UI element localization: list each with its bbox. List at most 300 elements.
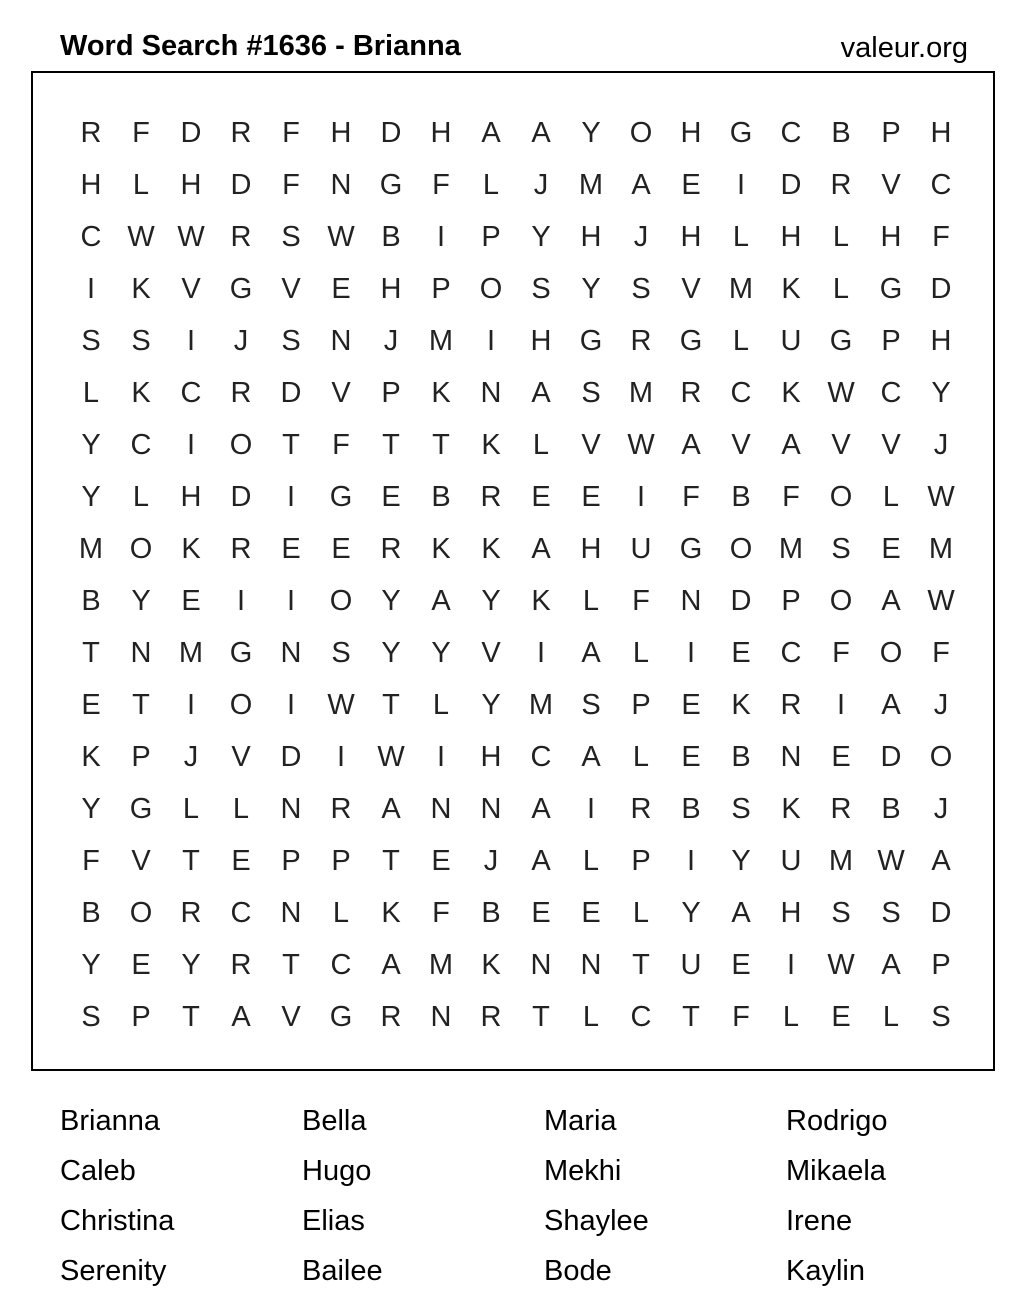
grid-cell[interactable]: L: [482, 169, 500, 201]
grid-cell[interactable]: V: [581, 429, 601, 461]
grid-cell[interactable]: E: [731, 949, 751, 981]
grid-cell[interactable]: R: [230, 377, 252, 409]
grid-cell[interactable]: L: [882, 481, 900, 513]
grid-cell[interactable]: J: [183, 741, 199, 773]
grid-cell[interactable]: S: [281, 325, 301, 357]
grid-cell[interactable]: U: [780, 845, 802, 877]
grid-cell[interactable]: I: [586, 793, 596, 825]
grid-cell[interactable]: A: [931, 845, 951, 877]
grid-cell[interactable]: O: [329, 585, 353, 617]
grid-cell[interactable]: G: [379, 169, 403, 201]
grid-cell[interactable]: D: [930, 273, 952, 305]
grid-cell[interactable]: A: [531, 533, 551, 565]
grid-cell[interactable]: A: [531, 845, 551, 877]
grid-cell[interactable]: R: [630, 325, 652, 357]
grid-cell[interactable]: K: [481, 949, 501, 981]
grid-cell[interactable]: P: [381, 377, 401, 409]
grid-cell[interactable]: N: [530, 949, 552, 981]
grid-cell[interactable]: S: [581, 689, 601, 721]
grid-cell[interactable]: L: [332, 897, 350, 929]
grid-cell[interactable]: S: [831, 897, 851, 929]
grid-cell[interactable]: Y: [681, 897, 701, 929]
grid-cell[interactable]: T: [382, 429, 400, 461]
grid-cell[interactable]: W: [327, 221, 355, 253]
grid-cell[interactable]: I: [736, 169, 746, 201]
grid-cell[interactable]: G: [229, 273, 253, 305]
grid-cell[interactable]: W: [827, 377, 855, 409]
grid-cell[interactable]: I: [186, 689, 196, 721]
grid-cell[interactable]: M: [628, 377, 654, 409]
grid-cell[interactable]: E: [231, 845, 251, 877]
grid-cell[interactable]: P: [781, 585, 801, 617]
grid-cell[interactable]: T: [432, 429, 450, 461]
grid-cell[interactable]: K: [431, 377, 451, 409]
grid-cell[interactable]: C: [230, 897, 252, 929]
grid-cell[interactable]: S: [581, 377, 601, 409]
grid-cell[interactable]: L: [832, 273, 850, 305]
grid-cell[interactable]: H: [680, 117, 702, 149]
grid-cell[interactable]: O: [229, 689, 253, 721]
grid-cell[interactable]: W: [177, 221, 205, 253]
grid-cell[interactable]: V: [731, 429, 751, 461]
grid-cell[interactable]: O: [829, 585, 853, 617]
grid-cell[interactable]: A: [581, 637, 601, 669]
grid-cell[interactable]: L: [582, 1001, 600, 1033]
grid-cell[interactable]: G: [679, 533, 703, 565]
grid-cell[interactable]: T: [82, 637, 100, 669]
grid-cell[interactable]: E: [431, 845, 451, 877]
grid-cell[interactable]: R: [330, 793, 352, 825]
grid-cell[interactable]: C: [780, 117, 802, 149]
grid-cell[interactable]: L: [882, 1001, 900, 1033]
grid-cell[interactable]: B: [731, 481, 751, 513]
grid-cell[interactable]: I: [336, 741, 346, 773]
grid-cell[interactable]: P: [131, 1001, 151, 1033]
grid-cell[interactable]: I: [636, 481, 646, 513]
grid-cell[interactable]: E: [381, 481, 401, 513]
grid-cell[interactable]: E: [581, 481, 601, 513]
grid-cell[interactable]: E: [331, 533, 351, 565]
grid-cell[interactable]: L: [532, 429, 550, 461]
grid-cell[interactable]: I: [436, 221, 446, 253]
grid-cell[interactable]: R: [830, 793, 852, 825]
grid-cell[interactable]: I: [286, 689, 296, 721]
grid-cell[interactable]: K: [131, 273, 151, 305]
grid-cell[interactable]: F: [282, 117, 300, 149]
grid-cell[interactable]: E: [531, 897, 551, 929]
grid-cell[interactable]: K: [181, 533, 201, 565]
grid-cell[interactable]: H: [80, 169, 102, 201]
grid-cell[interactable]: B: [81, 897, 101, 929]
grid-cell[interactable]: N: [280, 637, 302, 669]
grid-cell[interactable]: L: [232, 793, 250, 825]
grid-cell[interactable]: K: [531, 585, 551, 617]
grid-cell[interactable]: L: [632, 897, 650, 929]
grid-cell[interactable]: C: [80, 221, 102, 253]
grid-cell[interactable]: S: [281, 221, 301, 253]
grid-cell[interactable]: G: [329, 1001, 353, 1033]
grid-cell[interactable]: H: [380, 273, 402, 305]
grid-cell[interactable]: B: [481, 897, 501, 929]
grid-cell[interactable]: J: [483, 845, 499, 877]
grid-cell[interactable]: P: [131, 741, 151, 773]
grid-cell[interactable]: G: [879, 273, 903, 305]
grid-cell[interactable]: D: [280, 741, 302, 773]
grid-cell[interactable]: Y: [381, 585, 401, 617]
grid-cell[interactable]: A: [531, 117, 551, 149]
grid-cell[interactable]: Y: [931, 377, 951, 409]
grid-cell[interactable]: W: [327, 689, 355, 721]
grid-cell[interactable]: D: [230, 481, 252, 513]
grid-cell[interactable]: E: [331, 273, 351, 305]
grid-cell[interactable]: S: [831, 533, 851, 565]
grid-cell[interactable]: M: [428, 325, 454, 357]
grid-cell[interactable]: K: [781, 377, 801, 409]
grid-cell[interactable]: E: [681, 741, 701, 773]
grid-cell[interactable]: D: [380, 117, 402, 149]
grid-cell[interactable]: D: [930, 897, 952, 929]
grid-cell[interactable]: M: [828, 845, 854, 877]
grid-cell[interactable]: E: [131, 949, 151, 981]
grid-cell[interactable]: H: [480, 741, 502, 773]
grid-cell[interactable]: P: [931, 949, 951, 981]
grid-cell[interactable]: A: [531, 793, 551, 825]
grid-cell[interactable]: H: [330, 117, 352, 149]
grid-cell[interactable]: N: [680, 585, 702, 617]
grid-cell[interactable]: F: [632, 585, 650, 617]
grid-cell[interactable]: A: [731, 897, 751, 929]
grid-cell[interactable]: V: [681, 273, 701, 305]
grid-cell[interactable]: U: [630, 533, 652, 565]
grid-cell[interactable]: T: [632, 949, 650, 981]
grid-cell[interactable]: D: [280, 377, 302, 409]
grid-cell[interactable]: R: [180, 897, 202, 929]
grid-cell[interactable]: R: [80, 117, 102, 149]
grid-cell[interactable]: E: [281, 533, 301, 565]
grid-cell[interactable]: N: [280, 793, 302, 825]
grid-cell[interactable]: E: [831, 741, 851, 773]
grid-cell[interactable]: I: [236, 585, 246, 617]
grid-cell[interactable]: L: [82, 377, 100, 409]
grid-cell[interactable]: L: [132, 169, 150, 201]
grid-cell[interactable]: R: [630, 793, 652, 825]
grid-cell[interactable]: S: [531, 273, 551, 305]
grid-cell[interactable]: J: [933, 429, 949, 461]
grid-cell[interactable]: Y: [481, 689, 501, 721]
grid-cell[interactable]: R: [380, 533, 402, 565]
grid-cell[interactable]: H: [780, 221, 802, 253]
grid-cell[interactable]: E: [531, 481, 551, 513]
grid-cell[interactable]: Y: [81, 793, 101, 825]
grid-cell[interactable]: K: [481, 429, 501, 461]
grid-cell[interactable]: N: [430, 793, 452, 825]
grid-cell[interactable]: D: [780, 169, 802, 201]
grid-cell[interactable]: K: [431, 533, 451, 565]
grid-cell[interactable]: O: [479, 273, 503, 305]
grid-cell[interactable]: U: [680, 949, 702, 981]
grid-cell[interactable]: G: [129, 793, 153, 825]
grid-cell[interactable]: A: [481, 117, 501, 149]
grid-cell[interactable]: C: [930, 169, 952, 201]
grid-cell[interactable]: U: [780, 325, 802, 357]
grid-cell[interactable]: P: [631, 689, 651, 721]
grid-cell[interactable]: W: [627, 429, 655, 461]
grid-cell[interactable]: N: [480, 793, 502, 825]
grid-cell[interactable]: J: [633, 221, 649, 253]
grid-cell[interactable]: L: [432, 689, 450, 721]
grid-cell[interactable]: R: [230, 533, 252, 565]
grid-cell[interactable]: V: [881, 429, 901, 461]
grid-cell[interactable]: T: [282, 949, 300, 981]
grid-cell[interactable]: I: [186, 429, 196, 461]
grid-cell[interactable]: D: [880, 741, 902, 773]
grid-cell[interactable]: T: [682, 1001, 700, 1033]
grid-cell[interactable]: P: [881, 117, 901, 149]
grid-cell[interactable]: L: [782, 1001, 800, 1033]
grid-cell[interactable]: A: [381, 949, 401, 981]
grid-cell[interactable]: O: [879, 637, 903, 669]
grid-cell[interactable]: V: [231, 741, 251, 773]
grid-cell[interactable]: I: [86, 273, 96, 305]
grid-cell[interactable]: T: [282, 429, 300, 461]
grid-cell[interactable]: R: [230, 949, 252, 981]
grid-cell[interactable]: S: [331, 637, 351, 669]
grid-cell[interactable]: W: [827, 949, 855, 981]
grid-cell[interactable]: S: [881, 897, 901, 929]
grid-cell[interactable]: I: [286, 585, 296, 617]
grid-cell[interactable]: N: [130, 637, 152, 669]
grid-cell[interactable]: N: [430, 1001, 452, 1033]
grid-cell[interactable]: F: [832, 637, 850, 669]
grid-cell[interactable]: C: [530, 741, 552, 773]
grid-cell[interactable]: H: [880, 221, 902, 253]
grid-cell[interactable]: T: [382, 845, 400, 877]
grid-cell[interactable]: R: [480, 1001, 502, 1033]
grid-cell[interactable]: I: [686, 845, 696, 877]
grid-cell[interactable]: C: [630, 1001, 652, 1033]
grid-cell[interactable]: H: [430, 117, 452, 149]
grid-cell[interactable]: Y: [731, 845, 751, 877]
grid-cell[interactable]: J: [383, 325, 399, 357]
grid-cell[interactable]: L: [182, 793, 200, 825]
grid-cell[interactable]: S: [731, 793, 751, 825]
grid-cell[interactable]: J: [933, 689, 949, 721]
grid-cell[interactable]: Y: [81, 481, 101, 513]
grid-cell[interactable]: Y: [81, 949, 101, 981]
grid-cell[interactable]: V: [131, 845, 151, 877]
grid-cell[interactable]: K: [781, 273, 801, 305]
grid-cell[interactable]: D: [230, 169, 252, 201]
grid-cell[interactable]: M: [528, 689, 554, 721]
grid-cell[interactable]: C: [880, 377, 902, 409]
grid-cell[interactable]: N: [580, 949, 602, 981]
grid-cell[interactable]: D: [730, 585, 752, 617]
grid-cell[interactable]: K: [731, 689, 751, 721]
grid-cell[interactable]: H: [930, 117, 952, 149]
grid-cell[interactable]: V: [481, 637, 501, 669]
grid-cell[interactable]: Y: [531, 221, 551, 253]
grid-cell[interactable]: F: [682, 481, 700, 513]
grid-cell[interactable]: C: [330, 949, 352, 981]
grid-cell[interactable]: H: [180, 169, 202, 201]
grid-cell[interactable]: I: [486, 325, 496, 357]
grid-cell[interactable]: E: [681, 169, 701, 201]
grid-cell[interactable]: A: [231, 1001, 251, 1033]
grid-cell[interactable]: G: [579, 325, 603, 357]
grid-cell[interactable]: L: [632, 637, 650, 669]
grid-cell[interactable]: M: [78, 533, 104, 565]
grid-cell[interactable]: N: [780, 741, 802, 773]
grid-cell[interactable]: I: [286, 481, 296, 513]
grid-cell[interactable]: E: [181, 585, 201, 617]
grid-cell[interactable]: N: [330, 169, 352, 201]
grid-cell[interactable]: O: [929, 741, 953, 773]
grid-cell[interactable]: D: [180, 117, 202, 149]
grid-cell[interactable]: L: [732, 221, 750, 253]
grid-cell[interactable]: T: [182, 1001, 200, 1033]
grid-cell[interactable]: H: [930, 325, 952, 357]
grid-cell[interactable]: O: [129, 533, 153, 565]
grid-cell[interactable]: F: [282, 169, 300, 201]
grid-cell[interactable]: P: [431, 273, 451, 305]
grid-cell[interactable]: Y: [181, 949, 201, 981]
grid-cell[interactable]: G: [329, 481, 353, 513]
grid-cell[interactable]: S: [81, 1001, 101, 1033]
grid-cell[interactable]: O: [129, 897, 153, 929]
grid-cell[interactable]: H: [580, 533, 602, 565]
grid-cell[interactable]: N: [480, 377, 502, 409]
grid-cell[interactable]: L: [132, 481, 150, 513]
grid-cell[interactable]: A: [781, 429, 801, 461]
grid-cell[interactable]: Y: [581, 273, 601, 305]
grid-cell[interactable]: P: [881, 325, 901, 357]
grid-cell[interactable]: Y: [581, 117, 601, 149]
grid-cell[interactable]: B: [81, 585, 101, 617]
grid-cell[interactable]: B: [881, 793, 901, 825]
grid-cell[interactable]: J: [233, 325, 249, 357]
grid-cell[interactable]: K: [781, 793, 801, 825]
grid-cell[interactable]: H: [680, 221, 702, 253]
grid-cell[interactable]: W: [877, 845, 905, 877]
grid-cell[interactable]: A: [881, 689, 901, 721]
grid-cell[interactable]: Y: [81, 429, 101, 461]
grid-cell[interactable]: F: [932, 637, 950, 669]
grid-cell[interactable]: S: [931, 1001, 951, 1033]
grid-cell[interactable]: V: [881, 169, 901, 201]
grid-cell[interactable]: H: [180, 481, 202, 513]
grid-cell[interactable]: F: [782, 481, 800, 513]
grid-cell[interactable]: R: [480, 481, 502, 513]
grid-cell[interactable]: V: [331, 377, 351, 409]
grid-cell[interactable]: A: [531, 377, 551, 409]
grid-cell[interactable]: E: [681, 689, 701, 721]
grid-cell[interactable]: W: [927, 481, 955, 513]
grid-cell[interactable]: B: [381, 221, 401, 253]
grid-cell[interactable]: W: [127, 221, 155, 253]
grid-cell[interactable]: P: [631, 845, 651, 877]
grid-cell[interactable]: I: [786, 949, 796, 981]
grid-cell[interactable]: I: [686, 637, 696, 669]
grid-cell[interactable]: B: [681, 793, 701, 825]
grid-cell[interactable]: R: [830, 169, 852, 201]
grid-cell[interactable]: B: [431, 481, 451, 513]
grid-cell[interactable]: V: [281, 1001, 301, 1033]
grid-cell[interactable]: M: [928, 533, 954, 565]
grid-cell[interactable]: S: [131, 325, 151, 357]
grid-cell[interactable]: L: [582, 845, 600, 877]
grid-cell[interactable]: C: [180, 377, 202, 409]
grid-cell[interactable]: F: [432, 897, 450, 929]
grid-cell[interactable]: E: [731, 637, 751, 669]
grid-cell[interactable]: O: [729, 533, 753, 565]
grid-cell[interactable]: A: [431, 585, 451, 617]
grid-cell[interactable]: N: [280, 897, 302, 929]
grid-cell[interactable]: G: [679, 325, 703, 357]
grid-cell[interactable]: E: [581, 897, 601, 929]
grid-cell[interactable]: S: [631, 273, 651, 305]
grid-cell[interactable]: P: [481, 221, 501, 253]
grid-cell[interactable]: M: [578, 169, 604, 201]
grid-cell[interactable]: N: [330, 325, 352, 357]
grid-cell[interactable]: G: [729, 117, 753, 149]
grid-cell[interactable]: K: [381, 897, 401, 929]
grid-cell[interactable]: P: [331, 845, 351, 877]
grid-cell[interactable]: C: [780, 637, 802, 669]
grid-cell[interactable]: T: [182, 845, 200, 877]
grid-cell[interactable]: Y: [431, 637, 451, 669]
grid-cell[interactable]: H: [580, 221, 602, 253]
grid-cell[interactable]: Y: [381, 637, 401, 669]
grid-cell[interactable]: A: [631, 169, 651, 201]
grid-cell[interactable]: F: [432, 169, 450, 201]
grid-cell[interactable]: E: [881, 533, 901, 565]
grid-cell[interactable]: W: [927, 585, 955, 617]
grid-cell[interactable]: F: [932, 221, 950, 253]
grid-cell[interactable]: I: [436, 741, 446, 773]
grid-cell[interactable]: E: [831, 1001, 851, 1033]
grid-cell[interactable]: T: [532, 1001, 550, 1033]
grid-cell[interactable]: I: [836, 689, 846, 721]
grid-cell[interactable]: T: [132, 689, 150, 721]
grid-cell[interactable]: F: [132, 117, 150, 149]
grid-cell[interactable]: O: [229, 429, 253, 461]
grid-cell[interactable]: Y: [481, 585, 501, 617]
grid-cell[interactable]: W: [377, 741, 405, 773]
grid-cell[interactable]: V: [281, 273, 301, 305]
grid-cell[interactable]: R: [230, 221, 252, 253]
grid-cell[interactable]: L: [632, 741, 650, 773]
grid-cell[interactable]: K: [481, 533, 501, 565]
grid-cell[interactable]: A: [581, 741, 601, 773]
grid-cell[interactable]: F: [732, 1001, 750, 1033]
grid-cell[interactable]: R: [380, 1001, 402, 1033]
grid-cell[interactable]: M: [778, 533, 804, 565]
grid-cell[interactable]: F: [82, 845, 100, 877]
grid-cell[interactable]: F: [332, 429, 350, 461]
grid-cell[interactable]: I: [186, 325, 196, 357]
grid-cell[interactable]: A: [381, 793, 401, 825]
grid-cell[interactable]: P: [281, 845, 301, 877]
grid-cell[interactable]: E: [81, 689, 101, 721]
grid-cell[interactable]: Y: [131, 585, 151, 617]
grid-cell[interactable]: R: [780, 689, 802, 721]
grid-cell[interactable]: C: [130, 429, 152, 461]
grid-cell[interactable]: M: [178, 637, 204, 669]
grid-cell[interactable]: H: [780, 897, 802, 929]
grid-cell[interactable]: V: [831, 429, 851, 461]
grid-cell[interactable]: O: [829, 481, 853, 513]
grid-cell[interactable]: J: [933, 793, 949, 825]
